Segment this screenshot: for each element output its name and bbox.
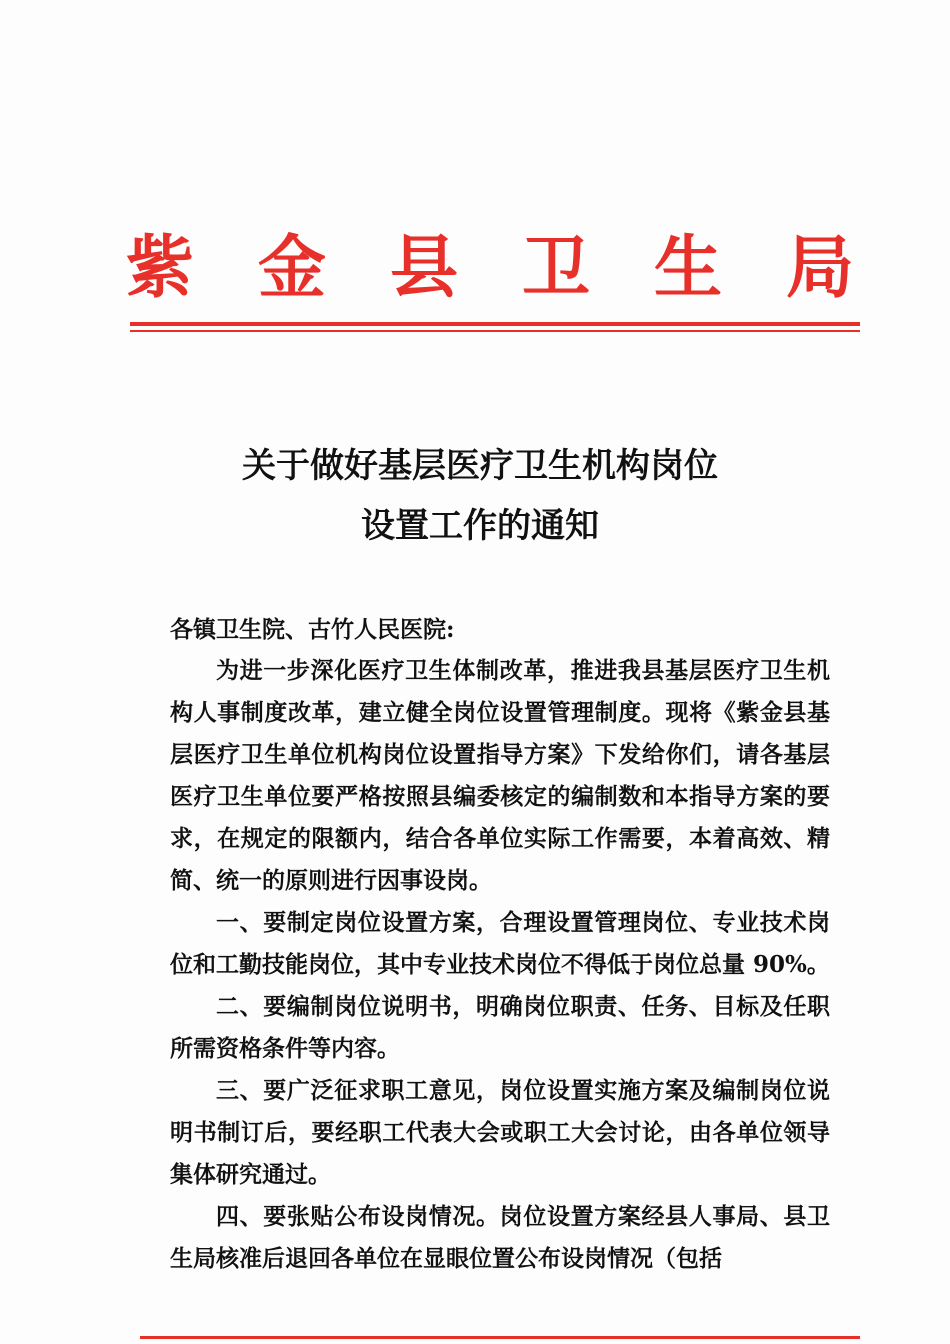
- document-title-line-1: 关于做好基层医疗卫生机构岗位: [242, 446, 718, 486]
- letterhead-rule-thin: [130, 330, 860, 332]
- body-paragraph: 一、要制定岗位设置方案，合理设置管理岗位、专业技术岗位和工勤技能岗位，其中专业技术岗位不得低于岗位总量 90%。: [170, 909, 830, 978]
- letterhead-rule-thick: [130, 322, 860, 326]
- document-title-line-2: 设置工作的通知: [361, 506, 599, 546]
- letterhead-char: 卫: [521, 228, 590, 308]
- salutation: 各镇卫生院、古竹人民医院:: [170, 616, 455, 643]
- body-paragraph: 二、要编制岗位说明书，明确岗位职责、任务、目标及任职所需资格条件等内容。: [170, 993, 830, 1062]
- document-body: [170, 650, 830, 1280]
- letterhead-char: 生: [653, 228, 722, 308]
- letterhead-char: 局: [785, 228, 854, 308]
- footer-rule: [140, 1336, 860, 1339]
- letterhead-char: 金: [257, 228, 326, 308]
- letterhead-char: 县: [389, 228, 458, 308]
- body-paragraph: 四、要张贴公布设岗情况。岗位设置方案经县人事局、县卫生局核准后退回各单位在显眼位置公布设岗情况（包括: [170, 1203, 830, 1272]
- letterhead-char: 紫: [125, 228, 194, 308]
- body-paragraph: 三、要广泛征求职工意见，岗位设置实施方案及编制岗位说明书制订后，要经职工代表大会或职工大会讨论，由各单位领导集体研究通过。: [170, 1077, 830, 1188]
- letterhead-title: [120, 228, 860, 308]
- body-paragraph: 为进一步深化医疗卫生体制改革，推进我县基层医疗卫生机构人事制度改革，建立健全岗位设置管理制度。现将《紫金县基层医疗卫生单位机构岗位设置指导方案》下发给你们，请各基层医疗卫生单位要严格按照县编委核定的编制数和本指导方案的要求，在规定的限额内，结合各单位实际工作需要，本着高效、精简、统一的原则进行因事设岗。: [170, 657, 830, 894]
